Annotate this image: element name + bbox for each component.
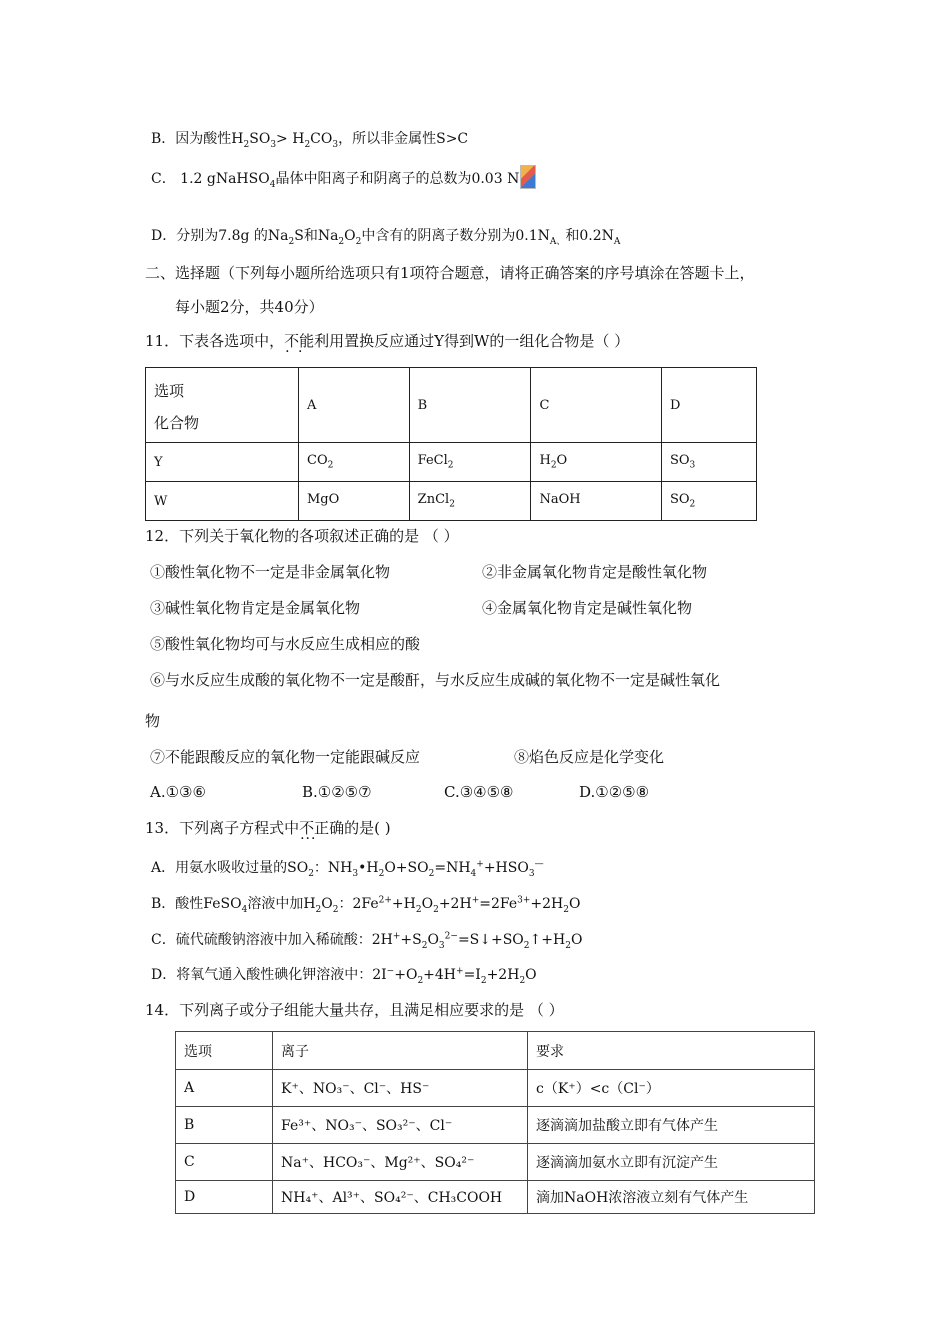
- q11-y-c: $H_2O$: [531, 443, 662, 482]
- q12-item-7: ⑦不能跟酸反应的氧化物一定能跟碱反应: [150, 748, 421, 766]
- q14-row-c-req: 逐滴滴加氨水立即有沉淀产生: [528, 1144, 815, 1181]
- q10-option-c: C． 1.2 gNaHSO$_4$晶体中阳离子和阴离子的总数为0.03 N: [151, 165, 536, 190]
- q12-item-8: ⑧焰色反应是化学变化: [514, 748, 665, 766]
- question-12-title: 12．下列关于氧化物的各项叙述正确的是 （ ）: [145, 527, 459, 545]
- emphasis-mark: 不能 · ·: [284, 330, 314, 351]
- q12-item-5: ⑤酸性氧化物均可与水反应生成相应的酸: [150, 635, 421, 653]
- q11-table: [145, 367, 757, 521]
- q12-option-c: C.③④⑤⑧: [444, 783, 514, 801]
- question-13-title: 13．下列离子方程式中不正确 ···的是( ): [145, 817, 391, 838]
- q12-item-1: ①酸性氧化物不一定是非金属氧化物: [150, 563, 391, 581]
- q14-row-d-ions: NH₄⁺、Al³⁺、SO₄²⁻、CH₃COOH: [273, 1181, 528, 1214]
- q11-row-y-label: Y: [146, 443, 299, 482]
- q11-col-d: D: [661, 368, 756, 443]
- q11-y-d: $SO_3$: [661, 443, 756, 482]
- q13-option-d: D．将氧气通入酸性碘化钾溶液中：$2I^-+O_2+4H^+=I_2+2H_2O$: [151, 966, 537, 986]
- q11-y-b: FeCl$_2$: [409, 443, 531, 482]
- q12-option-b: B.①②⑤⑦: [302, 783, 372, 801]
- q11-col-b: B: [409, 368, 531, 443]
- q14-table: [175, 1031, 815, 1214]
- q12-item-6: ⑥与水反应生成酸的氧化物不一定是酸酐，与水反应生成碱的氧化物不一定是碱性氧化: [150, 671, 721, 689]
- section-heading-cont: 每小题2分，共40分）: [175, 298, 324, 316]
- section-heading: 二、选择题（下列每小题所给选项只有1项符合题意，请将正确答案的序号填涂在答题卡上，: [145, 264, 755, 282]
- q12-item-4: ④金属氧化物肯定是碱性氧化物: [482, 599, 693, 617]
- q11-col-a: A: [299, 368, 410, 443]
- q14-row-a-req: c（K⁺）<c（Cl⁻）: [528, 1070, 815, 1107]
- q10-option-b: B．因为酸性$H_2SO_3> H_2CO_3$，所以非金属性S>C: [151, 131, 469, 150]
- q14-row-b-option: B: [176, 1107, 273, 1144]
- question-14-title: 14．下列离子或分子组能大量共存，且满足相应要求的是 （ ）: [145, 1001, 564, 1019]
- q12-item-3: ③碱性氧化物肯定是金属氧化物: [150, 599, 361, 617]
- q12-option-d: D.①②⑤⑧: [579, 783, 650, 801]
- q12-item-2: ②非金属氧化物肯定是酸性氧化物: [482, 563, 708, 581]
- q11-row-w-label: W: [146, 482, 299, 521]
- q11-w-d: $SO_2$: [661, 482, 756, 521]
- q14-row-d-req: 滴加NaOH浓溶液立刻有气体产生: [528, 1181, 815, 1214]
- q11-w-a: MgO: [299, 482, 410, 521]
- question-11-title: 11．下表各选项中，不能 · ·利用置换反应通过Y得到W的一组化合物是（ ）: [145, 330, 629, 351]
- broken-image-icon: [520, 165, 536, 189]
- emphasis-mark: 不正确 ···: [299, 817, 344, 838]
- q14-row-c-ions: Na⁺、HCO₃⁻、Mg²⁺、SO₄²⁻: [273, 1144, 528, 1181]
- q14-row-a-option: A: [176, 1070, 273, 1107]
- q13-option-b: B．酸性FeSO$_4$溶液中加$H_2O_2$：$2Fe^{2+}+H_2O_2+2H^+=2Fe^{3+}+2H_2O$: [151, 895, 581, 915]
- q11-y-a: $CO_2$: [299, 443, 410, 482]
- q11-w-b: ZnCl$_2$: [409, 482, 531, 521]
- q11-w-c: NaOH: [531, 482, 662, 521]
- q14-header-requirement: 要求: [528, 1032, 815, 1070]
- q10-option-d: D．分别为7.8g 的$Na_2S$和$Na_2O_2$中含有的阴离子数分别为$0.1N_{A、}$和$0.2N_A$: [151, 228, 621, 247]
- q11-col-c: C: [531, 368, 662, 443]
- q14-row-d-option: D: [176, 1181, 273, 1214]
- q11-header-cell: 选项 化合物: [146, 368, 299, 443]
- q12-option-a: A.①③⑥: [150, 783, 206, 801]
- q14-header-ions: 离子: [273, 1032, 528, 1070]
- q13-option-a: A．用氨水吸收过量的$SO_2$：$NH_3•H_2O+SO_2=NH_4^++HSO_3^—$: [151, 859, 544, 879]
- q14-header-option: 选项: [176, 1032, 273, 1070]
- q14-row-b-ions: Fe³⁺、NO₃⁻、SO₃²⁻、Cl⁻: [273, 1107, 528, 1144]
- q14-row-a-ions: K⁺、NO₃⁻、Cl⁻、HS⁻: [273, 1070, 528, 1107]
- q14-row-c-option: C: [176, 1144, 273, 1181]
- q12-item-6-cont: 物: [145, 712, 161, 730]
- q13-option-c: C．硫代硫酸钠溶液中加入稀硫酸：$2H^++S_2O_3^{2-}=S↓+SO_2↑+H_2O$: [151, 931, 583, 951]
- q14-row-b-req: 逐滴滴加盐酸立即有气体产生: [528, 1107, 815, 1144]
